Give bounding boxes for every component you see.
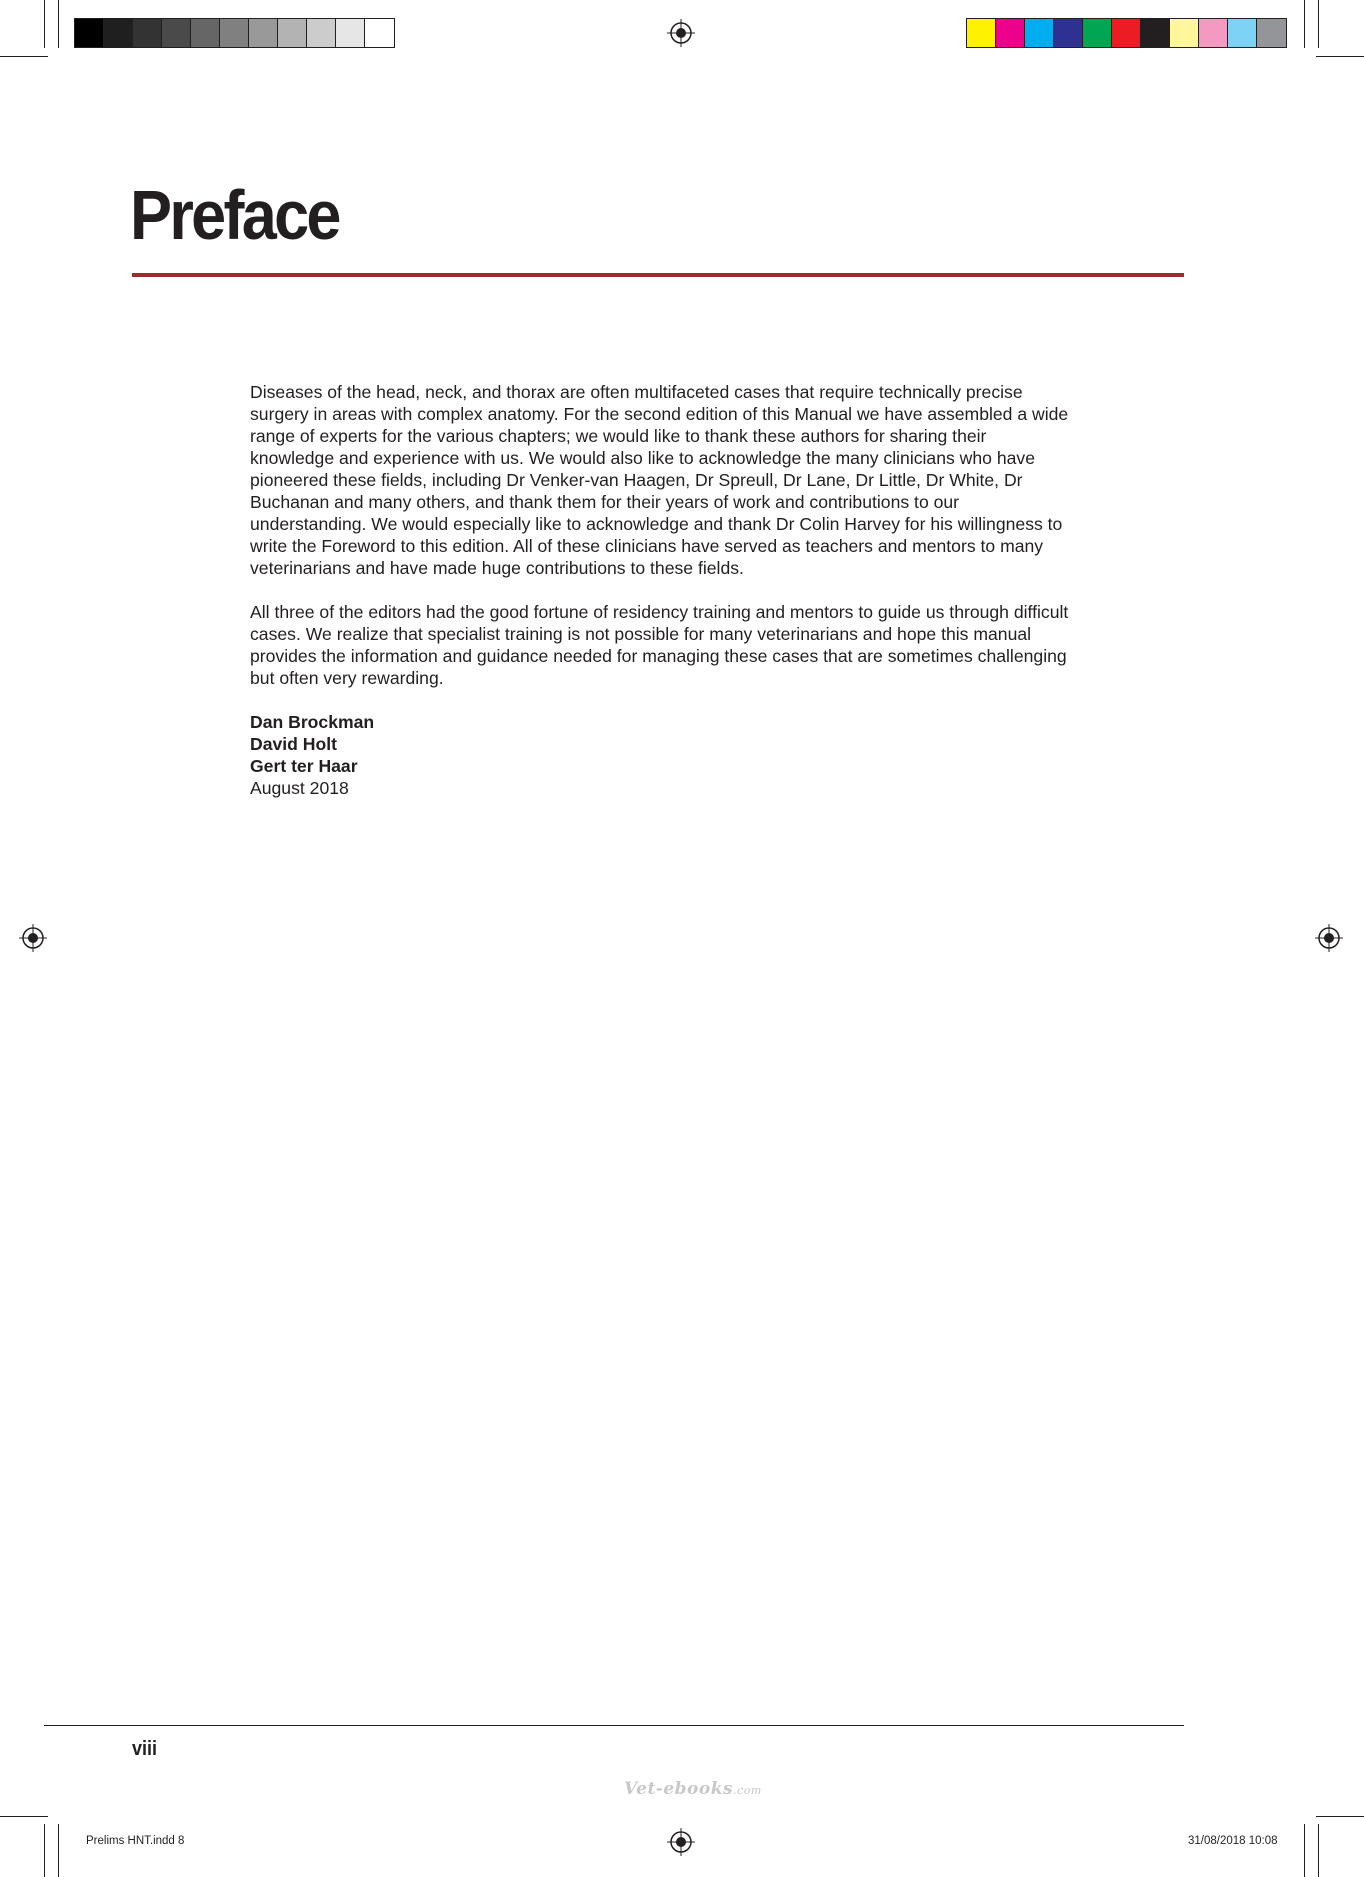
registration-mark-icon	[667, 1828, 695, 1856]
footer-rule	[44, 1725, 1184, 1726]
crop-mark	[44, 0, 45, 48]
registration-mark-icon	[19, 924, 47, 952]
crop-mark	[58, 0, 59, 48]
color-swatch	[1257, 19, 1286, 47]
crop-mark	[1318, 0, 1319, 48]
grey-swatch	[162, 19, 191, 47]
print-slug-file: Prelims HNT.indd 8	[86, 1835, 185, 1847]
crop-mark	[1316, 56, 1364, 57]
color-swatch	[1083, 19, 1112, 47]
crop-mark	[44, 1824, 45, 1877]
crop-mark	[1304, 0, 1305, 48]
grey-swatch	[191, 19, 220, 47]
grey-swatch	[133, 19, 162, 47]
grey-tone-bar	[74, 18, 395, 48]
print-slug-timestamp: 31/08/2018 10:08	[1188, 1835, 1278, 1847]
page-number: viii	[132, 1738, 158, 1760]
grey-swatch	[104, 19, 133, 47]
paragraph: Diseases of the head, neck, and thorax are often multifaceted cases that require technically precise surgery in areas with complex anatomy. For the second edition of this Manual we have assembled a wide range of experts for the various chapters; we would like to thank these authors for sharing their knowledge and experience with us. We would also like to acknowledge the many clinicians who have pioneered these fields, including Dr Venker-van Haagen, Dr Spreull, Dr Lane, Dr Little, Dr White, Dr Buchanan and many others, and thank them for their years of work and contributions to our understanding. We would especially like to acknowledge and thank Dr Colin Harvey for his willingness to write the Foreword to this edition. All of these clinicians have served as teachers and mentors to many veterinarians and have made huge contributions to these fields.	[250, 382, 1069, 578]
color-swatch	[1054, 19, 1083, 47]
color-swatch	[967, 19, 996, 47]
crop-mark	[0, 56, 48, 57]
title-rule	[132, 273, 1184, 277]
color-swatch	[1025, 19, 1054, 47]
preface-body	[250, 381, 1070, 799]
color-swatch	[996, 19, 1025, 47]
signature-block	[250, 711, 1070, 799]
paragraph: All three of the editors had the good fortune of residency training and mentors to guide us through difficult cases. We realize that specialist training is not possible for many veterinarians and hope this manual provides the information and guidance needed for managing these cases that are sometimes challenging but often very rewarding.	[250, 602, 1069, 688]
grey-swatch	[220, 19, 249, 47]
grey-swatch	[365, 19, 394, 47]
crop-mark	[0, 1816, 48, 1817]
grey-swatch	[336, 19, 365, 47]
color-swatch	[1170, 19, 1199, 47]
color-swatch	[1228, 19, 1257, 47]
grey-swatch	[249, 19, 278, 47]
grey-swatch	[278, 19, 307, 47]
watermark-logo: Vet-ebooks.com	[624, 1779, 762, 1799]
color-swatch	[1112, 19, 1141, 47]
crop-mark	[1316, 1816, 1364, 1817]
crop-mark	[58, 1824, 59, 1877]
page-title: Preface	[130, 176, 339, 254]
color-swatch	[1141, 19, 1170, 47]
preface-date: August 2018	[250, 778, 349, 798]
crop-mark	[1318, 1824, 1319, 1877]
grey-swatch	[75, 19, 104, 47]
crop-mark	[1304, 1824, 1305, 1877]
color-control-bar	[966, 18, 1287, 48]
signatory-name: Dan Brockman	[250, 712, 375, 732]
signatory-name: David Holt	[250, 734, 337, 754]
registration-mark-icon	[667, 19, 695, 47]
grey-swatch	[307, 19, 336, 47]
registration-mark-icon	[1315, 924, 1343, 952]
signatory-name: Gert ter Haar	[250, 756, 358, 776]
color-swatch	[1199, 19, 1228, 47]
